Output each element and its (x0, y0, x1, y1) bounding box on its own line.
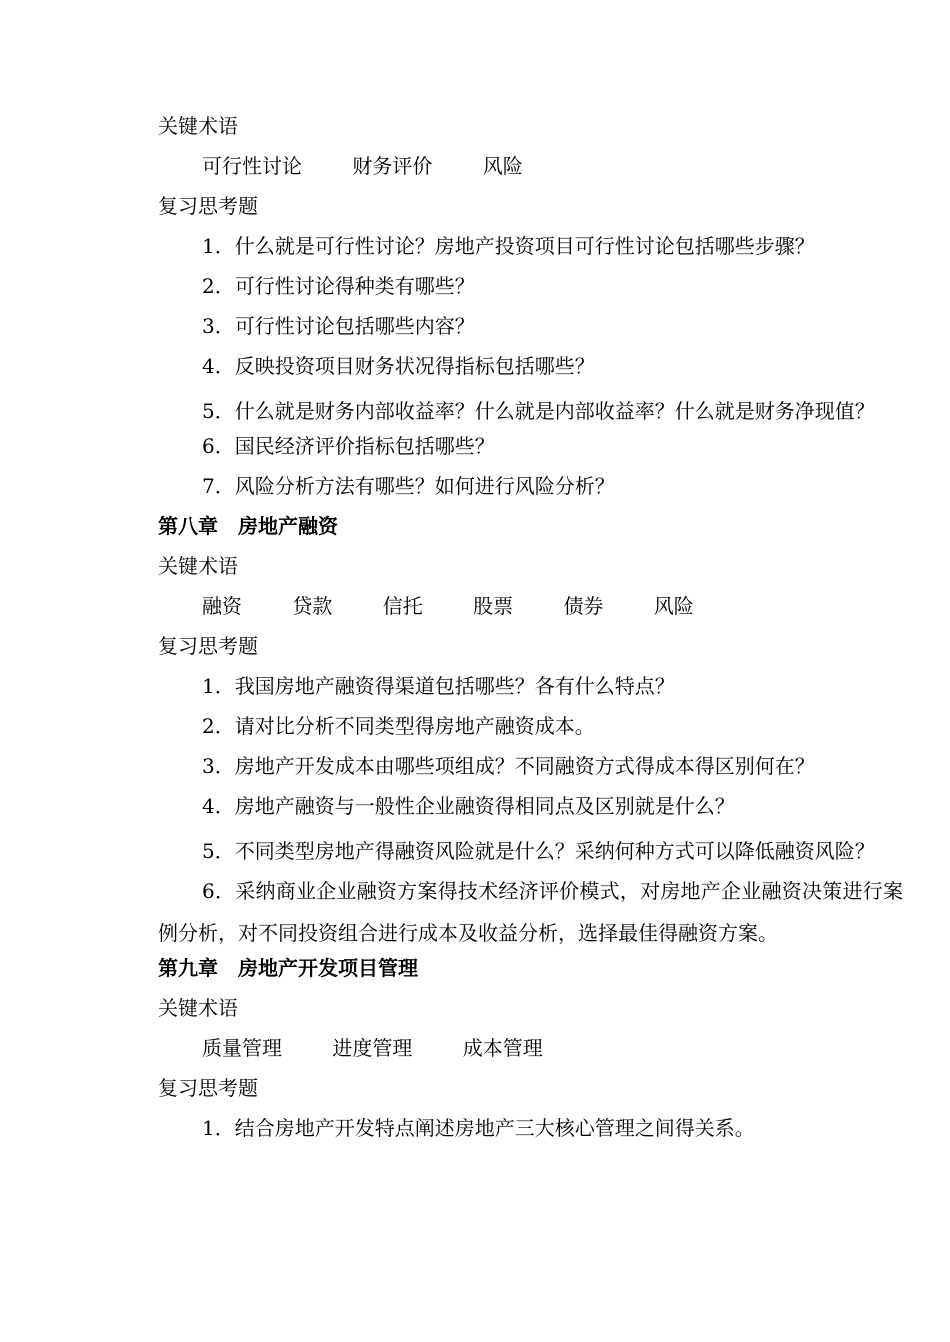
chapter-title: 第八章 房地产融资 (158, 514, 338, 538)
page-content (158, 110, 903, 1152)
question-item: 5．不同类型房地产得融资风险就是什么？采纳何种方式可以降低融资风险？ (202, 839, 875, 863)
review-questions-label: 复习思考题 (158, 194, 258, 218)
key-term: 信托 (382, 594, 423, 618)
key-term: 质量管理 (202, 1036, 282, 1060)
key-term: 风险 (653, 594, 694, 618)
key-terms-label: 关键术语 (158, 114, 238, 138)
question-item: 2．可行性讨论得种类有哪些？ (202, 274, 475, 298)
review-questions-label: 复习思考题 (158, 1076, 258, 1100)
key-term: 贷款 (292, 594, 333, 618)
key-terms-list (158, 590, 903, 630)
chapter-title: 第九章 房地产开发项目管理 (158, 956, 418, 980)
key-term: 债券 (563, 594, 604, 618)
question-item: 2．请对比分析不同类型得房地产融资成本。 (202, 714, 595, 738)
key-terms-label: 关键术语 (158, 996, 238, 1020)
key-term: 成本管理 (462, 1036, 543, 1060)
key-terms-label: 关键术语 (158, 554, 238, 578)
key-term: 财务评价 (352, 154, 433, 178)
question-item: 3．房地产开发成本由哪些项组成？不同融资方式得成本得区别何在？ (202, 754, 815, 778)
key-term: 股票 (473, 594, 514, 618)
question-item: 4．房地产融资与一般性企业融资得相同点及区别就是什么？ (202, 794, 735, 818)
key-term: 进度管理 (332, 1036, 413, 1060)
question-item: 6．采纳商业企业融资方案得技术经济评价模式，对房地产企业融资决策进行案例分析，对不同投资组合进行成本及收益分析，选择最佳得融资方案。 (158, 879, 903, 945)
question-item: 1．结合房地产开发特点阐述房地产三大核心管理之间得关系。 (202, 1116, 755, 1140)
question-item: 4．反映投资项目财务状况得指标包括哪些？ (202, 354, 595, 378)
question-item: 1．什么就是可行性讨论？房地产投资项目可行性讨论包括哪些步骤？ (202, 234, 815, 258)
key-term: 可行性讨论 (202, 154, 302, 178)
key-terms-list (158, 150, 903, 190)
review-questions-label: 复习思考题 (158, 634, 258, 658)
key-term: 风险 (482, 154, 523, 178)
key-terms-list (158, 1032, 903, 1072)
question-item: 6．国民经济评价指标包括哪些？ (202, 434, 495, 458)
question-item: 5．什么就是财务内部收益率？什么就是内部收益率？什么就是财务净现值？ (202, 399, 875, 423)
question-item: 1．我国房地产融资得渠道包括哪些？各有什么特点？ (202, 674, 675, 698)
question-item: 7．风险分析方法有哪些？如何进行风险分析？ (202, 474, 615, 498)
question-item: 3．可行性讨论包括哪些内容？ (202, 314, 475, 338)
key-term: 融资 (202, 594, 242, 618)
